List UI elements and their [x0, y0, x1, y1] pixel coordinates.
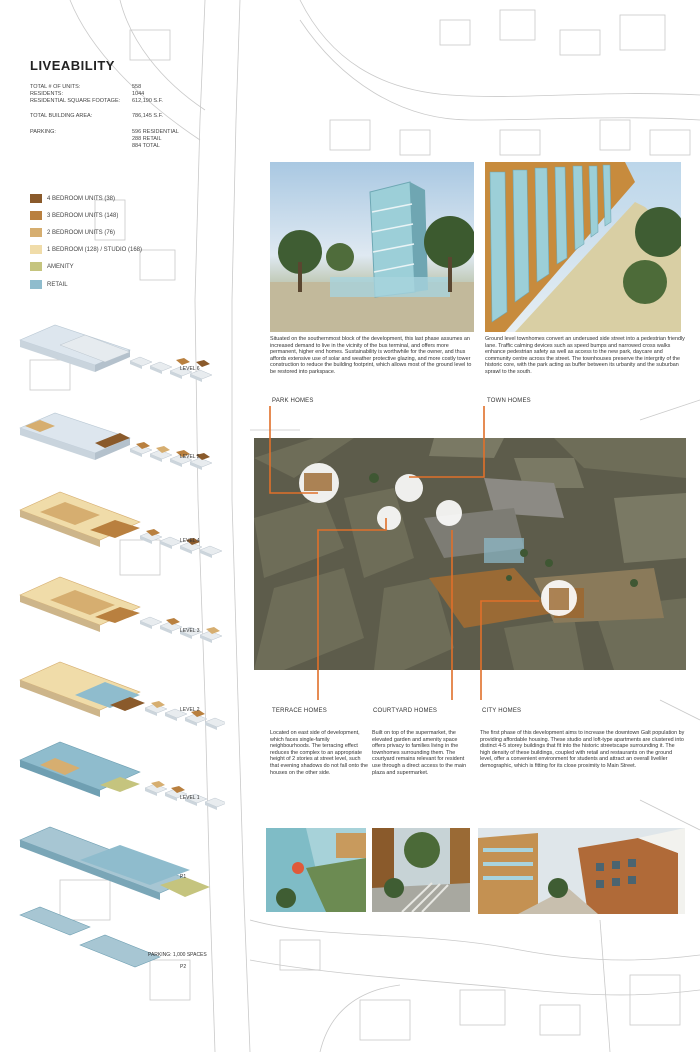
stat-value-units: 558 — [132, 84, 142, 90]
park-homes-label: PARK HOMES — [272, 398, 314, 404]
parking-note: PARKING: 1,000 SPACES — [148, 952, 207, 958]
legend-label-3bed: 3 BEDROOM UNITS (148) — [47, 213, 119, 219]
town-homes-label: TOWN HOMES — [487, 398, 531, 404]
stat-value-parking-retail: 288 RETAIL — [132, 136, 162, 142]
stat-value-parking-total: 884 TOTAL — [132, 143, 160, 149]
legend-label-retail: RETAIL — [47, 282, 68, 288]
legend-label-amenity: AMENITY — [47, 264, 74, 270]
stat-label-residents: RESIDENTS: — [30, 91, 64, 97]
legend-label-1bed-studio: 1 BEDROOM (128) / STUDIO (168) — [47, 247, 143, 253]
courtyard-homes-rendering — [372, 828, 470, 912]
terrace-homes-rendering — [266, 828, 366, 912]
city-homes-caption: The first phase of this development aims to increase the downtown Galt population by providing affordable housing. These studio and loft-type apartments are clustered into distinct 4-5 storey buildings that fit into the historic streetscape surrounding it. The high density of these buildings, coupled with retail and restaurants on the ground level, offer a convenient environment for students and attract an overall liveliler demographic, which is fitting for its close proximity to Main Street. — [480, 730, 685, 769]
stat-label-residential-sf: RESIDENTIAL SQUARE FOOTAGE: — [30, 98, 121, 104]
page-title: LIVEABILITY — [30, 58, 115, 73]
terrace-homes-label: TERRACE HOMES — [272, 708, 327, 714]
stat-label-parking: PARKING: — [30, 129, 56, 135]
stat-value-residential-sf: 612,190 S.F. — [132, 98, 163, 104]
city-homes-label: CITY HOMES — [482, 708, 522, 714]
city-homes-rendering — [478, 828, 685, 914]
courtyard-homes-caption: Built on top of the supermarket, the elevated garden and amenity space offers privacy to families living in the townhomes surrounding them. The courtyard remains relevant for resident use through a direct access to the main plaza and supermarket. — [372, 730, 467, 776]
level-3-label: LEVEL 3 — [180, 628, 200, 634]
level-2-label: LEVEL 2 — [180, 707, 200, 713]
p1-label: P1 — [180, 874, 187, 880]
park-homes-caption: Situated on the southernmost block of the development, this last phase assumes an increased demand to live in the vicinity of the bus terminal, and offers more permanent, higher end homes. Sustainability is worthwhile for the owner, and thus affords extensive use of solar and weather protective glazing, and more costly tower construction to reduce the building footprint, which allows most of the ground level to be restored into parkspace. — [270, 336, 472, 375]
terrace-homes-caption: Located on east side of development, which faces single-family neighbourhoods. The terracing effect reduces the complex to an appropriate height of 2 stories at street level, such that evening shadows do not fall onto the houses on the other side. — [270, 730, 369, 776]
legend-label-4bed: 4 BEDROOM UNITS (38) — [47, 196, 116, 202]
stat-label-building-area: TOTAL BUILDING AREA: — [30, 113, 93, 119]
courtyard-homes-label: COURTYARD HOMES — [373, 708, 438, 714]
town-homes-caption: Ground level townhomes convert an underused side street into a pedestrian friendly lane. Traffic calming devices such as speed bumps and narrowed cross walks enhance pedestrian safety as well as access to the new park, daycare and community centre across the street. The townhouses preserve the intergrity of the historic core, with the park acting as buffer between its urbanity and the suburban sprawl to the south. — [485, 336, 685, 375]
p2-label: P2 — [180, 964, 187, 970]
legend-label-2bed: 2 BEDROOM UNITS (76) — [47, 230, 116, 236]
level-6-label: LEVEL 6 — [180, 366, 200, 372]
stat-value-parking-residential: 596 RESIDENTIAL — [132, 129, 179, 135]
level-5-label: LEVEL 5 — [180, 454, 200, 460]
level-4-label: LEVEL 4 — [180, 538, 200, 544]
stat-label-units: TOTAL # OF UNITS: — [30, 84, 81, 90]
stat-value-building-area: 786,145 S.F. — [132, 113, 163, 119]
level-1-label: LEVEL 1 — [180, 795, 200, 801]
stat-value-residents: 1044 — [132, 91, 145, 97]
